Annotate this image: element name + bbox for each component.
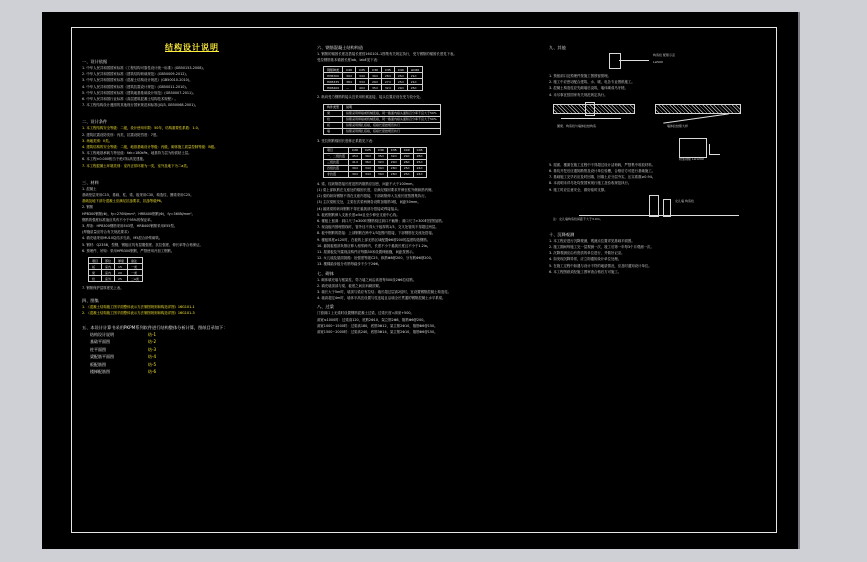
text-line: 6. 基坑开挖后应通知勘察及设计单位验槽，合格后方可进行基础施工。 bbox=[549, 169, 656, 174]
detail-beams bbox=[549, 98, 771, 136]
column-middle bbox=[317, 42, 547, 335]
table-header: C40 bbox=[400, 147, 413, 153]
text-line: 11. 屋面板及外露现浇构件应每隔30米设置伸缩缝，间距按图示。 bbox=[317, 250, 416, 255]
text-line: 2. 纵向受力钢筋的接头宜采用机械连接，接头位置应设在受力较小处。 bbox=[317, 95, 424, 100]
text-line: 4. 建筑结构的安全等级：二级，地基基础设计等级：丙级，砌体施工质量控制等级：B级。 bbox=[82, 145, 218, 150]
column-left bbox=[82, 42, 302, 376]
table-cell: 29d bbox=[400, 153, 413, 159]
drawing-code: 结-1 bbox=[148, 331, 156, 337]
text-line: 7. 钢筋保护层厚度见上表。 bbox=[82, 286, 124, 291]
column-section bbox=[585, 102, 595, 116]
detail-label: 女儿墙 构造柱 bbox=[675, 198, 694, 203]
text-line: 9. 施工时应注意安全，做好临时支撑。 bbox=[549, 187, 608, 192]
text-line: 8. 板中钢筋的搭接：上部钢筋在跨中1/3范围内搭接，下部钢筋在支座处搭接。 bbox=[317, 231, 436, 236]
text-line: 1. 中华人民共和国国家标准《工程结构可靠性设计统一标准》(GB50153-2008)。 bbox=[82, 66, 207, 70]
drawing-name: 柱平面图 bbox=[90, 346, 106, 352]
section-heading: 五、本设计计算书采用PKPM系列软件进行结构整体分析计算，图纸目录如下： bbox=[82, 324, 228, 330]
text-line: 1. 预留洞口及预埋件按施工图预留预埋。 bbox=[549, 74, 611, 78]
detail-caption: 墙体拉结筋大样 bbox=[667, 123, 689, 128]
table-cell: HRB335 bbox=[324, 79, 343, 85]
table-cell: 一类 bbox=[128, 264, 143, 270]
table-cell: 一类 bbox=[128, 270, 143, 276]
text-line: 5. 本工程地基承载力特征值：fak=180kPa，地基持力层为粉质粘土层。 bbox=[82, 151, 192, 156]
detail-note: 注：女儿墙构造柱间距不大于3.0m。 bbox=[553, 216, 603, 221]
sheet-title: 结构设计说明 bbox=[165, 42, 219, 52]
table-cell: 室外 bbox=[102, 276, 115, 282]
table-cell: 25d bbox=[394, 73, 407, 79]
drawing-sheet bbox=[71, 27, 777, 533]
table-cell: 26d bbox=[400, 159, 413, 165]
text-line: (4) 悬挑梁的纵向钢筋不得在悬挑部分搭接或焊接接头。 bbox=[317, 206, 401, 211]
table-header: C25 bbox=[361, 147, 374, 153]
table-cell: 非抗震 bbox=[324, 171, 349, 177]
table-cell: 25d bbox=[400, 171, 413, 177]
table-cell: 35d bbox=[374, 153, 387, 159]
detail-label: 构造柱 配筋示意 bbox=[653, 53, 675, 57]
text-line: 6. 本工程图纸须经施工图审查合格后方可施工。 bbox=[549, 269, 622, 274]
table-cell: 20 bbox=[115, 270, 128, 276]
text-line: 3. 混凝土构造柱应先砌墙后浇筑，墙体砌成马牙槎。 bbox=[549, 86, 628, 91]
table-cell: 25d bbox=[407, 85, 422, 91]
list-item bbox=[90, 353, 302, 361]
text-line: 3. 沉降观测应由有资质的单位进行，并做好记录。 bbox=[549, 251, 625, 256]
section-heading: 三、材料 bbox=[82, 179, 99, 185]
table-header: 说明 bbox=[343, 104, 441, 110]
table-cell: 板 bbox=[89, 264, 102, 270]
table-cell: 41d bbox=[349, 159, 362, 165]
text-line: 6. 中华人民共和国行业标准《高层建筑混凝土结构技术规程》。 bbox=[82, 97, 178, 102]
drawing-name: 板配筋图 bbox=[90, 361, 106, 367]
table-cell: 25d bbox=[394, 79, 407, 85]
detail-caption: 圈梁、构造柱与墙体拉结构造 bbox=[557, 123, 597, 128]
text-line: 钢筋的强度标准值应具有不小于95%的保证率。 bbox=[82, 217, 154, 222]
text-line: 洞宽1000~1500时：过梁高180，底筋3Φ12，架立筋2Φ10，箍筋Φ6@150。 bbox=[317, 323, 438, 328]
table-cell: 34d bbox=[361, 171, 374, 177]
text-line: 3. 墙长大于5m时，墙顶与梁应有拉结；墙长超过层高2倍时，宜设置钢筋混凝土构造柱。 bbox=[317, 290, 451, 295]
table-cell: 34d bbox=[356, 73, 369, 79]
table-header: 钢筋种类 bbox=[324, 67, 343, 73]
text-line: 5. 在施工过程中如遇与设计不符的地质情况，应及时通知设计单位。 bbox=[549, 263, 652, 268]
text-line: 受拉钢筋基本锚固长度lab、labE见下表： bbox=[317, 58, 381, 63]
text-line: 3. 中华人民共和国国家标准《混凝土结构设计规范》(GB50010-2010)。 bbox=[82, 78, 193, 83]
slab-line bbox=[579, 215, 739, 216]
drawing-list bbox=[90, 331, 302, 376]
text-line: 4. 填充墙采用MU10烧结多孔砖，M5混合砂浆砌筑。 bbox=[82, 236, 163, 241]
text-line: 基础垫层采用C15，基础、柱、梁、板采用C30，构造柱、圈梁采用C25。 bbox=[82, 193, 194, 198]
table-cell: 24d bbox=[413, 165, 426, 171]
seismic-anchorage-table bbox=[323, 147, 427, 178]
text-line: 7. 本工程混凝土环境类别：室内正常环境为一类，室外及地下为二a类。 bbox=[82, 163, 191, 168]
table-header: 项目 bbox=[324, 147, 349, 153]
text-line: 2. 建筑抗震设防类别：丙类，抗震设防烈度：7度。 bbox=[82, 132, 160, 137]
table-cell: 27d bbox=[381, 79, 394, 85]
text-line: 7. 本工程结构设计遵照的其他现行国家规范和标准(JGJ3, GB50068-2001)。 bbox=[82, 103, 199, 108]
table-header: C35 bbox=[381, 67, 394, 73]
drawing-viewport bbox=[42, 12, 800, 549]
text-line: 7. 基础施工完毕后应及时回填，回填土应分层夯实，压实系数≥0.94。 bbox=[549, 175, 656, 180]
table-cell: 40d bbox=[356, 85, 369, 91]
list-item bbox=[90, 331, 302, 339]
table-cell: 32d bbox=[381, 85, 394, 91]
table-cell: 30d bbox=[374, 165, 387, 171]
table-cell: 33d bbox=[356, 79, 369, 85]
detail-line bbox=[619, 60, 649, 61]
table-header: C40 bbox=[394, 67, 407, 73]
text-line: 3. 场地类别：II类。 bbox=[82, 138, 113, 143]
text-line: 6. 楼板上留洞：洞口尺寸≤300时钢筋绕过洞口不截断；洞口尺寸>300时按图加筋。 bbox=[317, 219, 446, 224]
text-line: 12. 女儿墙及屋面挑檐：砼强度等级C25，纵筋Φ8@200，分布筋Φ6@200。 bbox=[317, 256, 435, 261]
text-line: 2. 钢筋 bbox=[82, 205, 94, 210]
cover-table bbox=[88, 257, 143, 282]
table-cell: 四级抗震 bbox=[324, 165, 349, 171]
text-line: 4. 中华人民共和国国家标准《建筑抗震设计规范》(GB50011-2010)。 bbox=[82, 84, 190, 89]
table-cell: 28d bbox=[387, 165, 400, 171]
table-cell: 室内 bbox=[102, 264, 115, 270]
text-line: 9. 楼板厚度≥120时，在板的上部无筋区域配置Φ6@200的温度构造钢筋。 bbox=[317, 237, 431, 242]
section-heading: 六、钢筋混凝土结构构造 bbox=[317, 45, 364, 50]
drawing-code: 结-6 bbox=[148, 369, 156, 375]
table-cell: 29d bbox=[368, 79, 381, 85]
table-cell: 29d bbox=[394, 85, 407, 91]
table-cell: 纵筋采用绑扎搭接，搭接长度按规范执行 bbox=[343, 128, 441, 134]
beam-section bbox=[655, 104, 741, 114]
text-line: 4. 未尽事宜按国家有关规范规定执行。 bbox=[549, 92, 608, 97]
table-cell: 柱 bbox=[324, 116, 343, 122]
table-cell: 三级抗震 bbox=[324, 159, 349, 165]
text-line: (焊缝质量应符合有关规范要求) bbox=[82, 230, 129, 235]
list-item bbox=[90, 361, 302, 369]
table-cell: 二a类 bbox=[128, 276, 143, 282]
table-header: 项目 bbox=[89, 258, 102, 264]
table-cell: HPB300 bbox=[324, 73, 343, 79]
table-header: C20 bbox=[349, 147, 362, 153]
text-line: 基础及地下部分混凝土应满足抗渗要求，抗渗等级P6。 bbox=[82, 199, 165, 204]
drawing-code: 结-5 bbox=[148, 361, 156, 367]
text-line: (2) 梁的纵向钢筋不得在支座内搭接，下部纵筋伸入支座长度按图集执行。 bbox=[317, 194, 428, 199]
text-line: 13. 楼梯踏步板分布筋每踏步不少于2Φ6。 bbox=[317, 262, 382, 267]
text-line: HPB300钢筋(Φ)，fy=270N/mm²；HRB400钢筋(Φ)，fy=360N/mm²。 bbox=[82, 211, 196, 216]
table-cell: 25d bbox=[413, 159, 426, 165]
table-cell: 柱 bbox=[89, 276, 102, 282]
drawing-code: 结-4 bbox=[148, 354, 156, 360]
table-cell: 一、二级抗震 bbox=[324, 153, 349, 159]
text-line: 1. 钢筋的锚固长度及搭接长度按16G101-1图集有关规定执行，受力钢筋的锚固长度见下表。 bbox=[317, 52, 457, 56]
table-cell: 室内 bbox=[102, 270, 115, 276]
table-header: 部位 bbox=[102, 258, 115, 264]
table-header: C45 bbox=[413, 147, 426, 153]
table-cell: 21d bbox=[407, 73, 422, 79]
table-cell: 15 bbox=[115, 264, 128, 270]
table-cell: 39d bbox=[349, 171, 362, 177]
table-header: C30 bbox=[368, 67, 381, 73]
text-line: 1. 《混凝土结构施工图平面整体表示方法制图规则和构造详图》16G101-1 bbox=[82, 305, 195, 310]
table-cell: 30d bbox=[374, 171, 387, 177]
table-cell: 32d bbox=[387, 153, 400, 159]
text-line: (1) 梁上部纵筋在支座处的锚固长度，应满足锚固要求并伸至柱外侧纵筋内侧。 bbox=[317, 188, 435, 193]
table-header: C35 bbox=[387, 147, 400, 153]
text-line: 6. 预埋件、吊钩：采用HPB300钢筋，严禁使用冷加工钢筋。 bbox=[82, 248, 175, 253]
drawing-code: 结-2 bbox=[148, 339, 156, 345]
table-cell: 28d bbox=[413, 153, 426, 159]
table-cell: 21d bbox=[407, 79, 422, 85]
table-cell: 32d bbox=[374, 159, 387, 165]
text-line: 7. 现浇板内预埋管线时，管外径不得大于板厚的1/3，交叉处管线不得超过两层。 bbox=[317, 225, 439, 230]
table-cell: 39d bbox=[361, 153, 374, 159]
text-line: 2. 填充墙顶部与梁、板底之间应斜砌顶紧。 bbox=[317, 283, 383, 288]
table-cell: 28d bbox=[387, 171, 400, 177]
text-line: 4. 梁、柱纵筋搭接长度范围内箍筋应加密，间距不大于100mm。 bbox=[317, 181, 416, 186]
column-right bbox=[549, 42, 771, 522]
text-line: 3. 受拉钢筋锚固长度修正系数见下表： bbox=[317, 138, 376, 143]
table-cell: 纵筋采用焊接或机械连接，同一截面内接头面积百分率不宜大于50% bbox=[343, 110, 441, 116]
text-line: 4. 如发现沉降异常，应立即通知设计单位处理。 bbox=[549, 257, 622, 262]
detail-additional-rebar bbox=[549, 136, 771, 162]
text-line: 2. 中华人民共和国国家标准《建筑结构荷载规范》(GB50009-2012)。 bbox=[82, 72, 190, 77]
section-heading: 八、过梁 bbox=[317, 304, 334, 310]
table-cell: 梁 bbox=[89, 270, 102, 276]
detail-label: 附加钢筋 L≥1200 bbox=[679, 156, 704, 161]
table-cell: HRB400 bbox=[324, 85, 343, 91]
text-line: 洞宽≤1000时：过梁高120，底筋2Φ10，架立筋2Φ8，箍筋Φ6@200。 bbox=[317, 317, 427, 322]
text-line: 5. 中华人民共和国国家标准《建筑地基基础设计规范》(GB50007-2011)。 bbox=[82, 90, 196, 95]
drawing-name: 基础平面图 bbox=[90, 339, 110, 345]
detail-note: L≥500 bbox=[653, 60, 663, 64]
drawing-code: 结-3 bbox=[148, 346, 156, 352]
table-header: 厚度 bbox=[115, 258, 128, 264]
table-cell: 39d bbox=[343, 73, 356, 79]
drawing-name: 楼梯配筋图 bbox=[90, 369, 110, 375]
text-line: 10. 悬挑板根部负筋应伸入相邻跨内，长度不小于悬挑长度且不小于1.2la。 bbox=[317, 243, 431, 248]
text-line: 2. 施工中应密切配合建筑、水、暖、电各专业图纸施工。 bbox=[549, 80, 635, 85]
table-cell: 板 bbox=[324, 122, 343, 128]
text-line: (3) 主次梁相交处，主梁在次梁两侧各设附加箍筋3根，间距50mm。 bbox=[317, 200, 421, 205]
anchorage-table bbox=[323, 66, 423, 91]
section-heading: 十、沉降观测 bbox=[549, 231, 575, 237]
detail-line bbox=[709, 144, 720, 155]
table-cell: 35d bbox=[368, 85, 381, 91]
table-cell: 38d bbox=[343, 79, 356, 85]
table-cell: 29d bbox=[387, 159, 400, 165]
text-line: 5. 屋面、楼面在施工过程中不得超过设计活荷载，严禁集中堆放材料。 bbox=[549, 162, 656, 167]
rebar-line bbox=[561, 118, 621, 119]
table-cell: 34d bbox=[361, 165, 374, 171]
table-header: 构件类型 bbox=[324, 104, 343, 110]
table-cell: 39d bbox=[349, 165, 362, 171]
table-cell: 28d bbox=[381, 73, 394, 79]
text-line: 3. 焊条：HPB300钢筋采用E43型，HRB400钢筋采用E55型。 bbox=[82, 224, 178, 229]
text-line: 1. 砌体填充墙与框架柱、剪力墙之间沿高度每500设2Φ6拉结筋。 bbox=[317, 277, 417, 282]
section-heading: 七、砌体 bbox=[317, 270, 334, 276]
list-item bbox=[90, 346, 302, 354]
drawing-name: 结构设计说明 bbox=[90, 331, 114, 337]
table-cell: 纵筋采用绑扎搭接，搭接长度按规范执行 bbox=[343, 122, 441, 128]
text-line: 1. 本工程结构安全等级：二级，设计使用年限：50年，结构重要性系数：1.0。 bbox=[82, 126, 202, 131]
table-cell: 25 bbox=[115, 276, 128, 282]
table-cell: — bbox=[343, 85, 356, 91]
table-cell: 25d bbox=[400, 165, 413, 171]
table-header: ≥C60 bbox=[407, 67, 422, 73]
text-line: 1. 混凝土 bbox=[82, 186, 97, 191]
section-heading: 一、设计依据 bbox=[82, 59, 108, 64]
table-cell: 36d bbox=[361, 159, 374, 165]
splice-table bbox=[323, 104, 441, 135]
text-line: 1. 本工程应进行沉降观测，观测点位置详见基础平面图。 bbox=[549, 238, 635, 243]
list-item bbox=[90, 338, 302, 346]
section-heading: 二、设计条件 bbox=[82, 119, 108, 125]
table-header: C25 bbox=[356, 67, 369, 73]
text-line: 门窗洞口上无梁时设置钢筋混凝土过梁，过梁长度=洞宽+500。 bbox=[317, 311, 414, 316]
table-header: 备注 bbox=[128, 258, 143, 264]
table-cell: 30d bbox=[368, 73, 381, 79]
text-line: 4. 墙高超过4m时，墙体半高宜设置与柱连接且沿墙全长贯通的钢筋混凝土水平系梁。 bbox=[317, 296, 446, 301]
section-heading: 九、其他 bbox=[549, 45, 566, 50]
text-line: 6. 本工程±0.000相当于绝对标高见建施。 bbox=[82, 157, 147, 162]
parapet-column bbox=[649, 195, 659, 217]
list-item bbox=[90, 368, 302, 376]
text-line: 2. 施工期间每施工完一层观测一次，竣工后第一年每3个月观测一次。 bbox=[549, 245, 654, 250]
text-line: 8. 本说明未详尽处均按国家现行施工及验收规范执行。 bbox=[549, 181, 632, 186]
section-heading: 四、图集 bbox=[82, 298, 99, 304]
text-line: 2. 《混凝土结构施工图平面整体表示方法制图规则和构造详图》16G101-3 bbox=[82, 311, 195, 316]
text-line: 5. 钢材：Q235B，型钢、钢板应具有屈服强度、抗拉强度、伸长率等合格保证。 bbox=[82, 242, 203, 247]
rebar-line bbox=[663, 113, 728, 123]
table-header: C20 bbox=[343, 67, 356, 73]
table-header: C30 bbox=[374, 147, 387, 153]
detail-box bbox=[679, 138, 707, 158]
text-line: 5. 板底钢筋伸入支座长度≥5d且至少伸至支座中心线。 bbox=[317, 212, 400, 217]
text-line: 洞宽1500~2000时：过梁高240，底筋3Φ14，架立筋2Φ10，箍筋Φ6@150。 bbox=[317, 330, 438, 335]
table-cell: 墙 bbox=[324, 128, 343, 134]
detail-parapet bbox=[549, 193, 771, 221]
table-cell: 45d bbox=[349, 153, 362, 159]
detail-column-tie bbox=[549, 51, 771, 73]
detail-box bbox=[609, 53, 621, 69]
table-cell: 纵筋采用焊接或机械连接，同一截面内接头面积百分率不宜大于50% bbox=[343, 116, 441, 122]
drawing-name: 梁配筋平面图 bbox=[90, 354, 114, 360]
table-cell: 24d bbox=[413, 171, 426, 177]
table-cell: 梁 bbox=[324, 110, 343, 116]
